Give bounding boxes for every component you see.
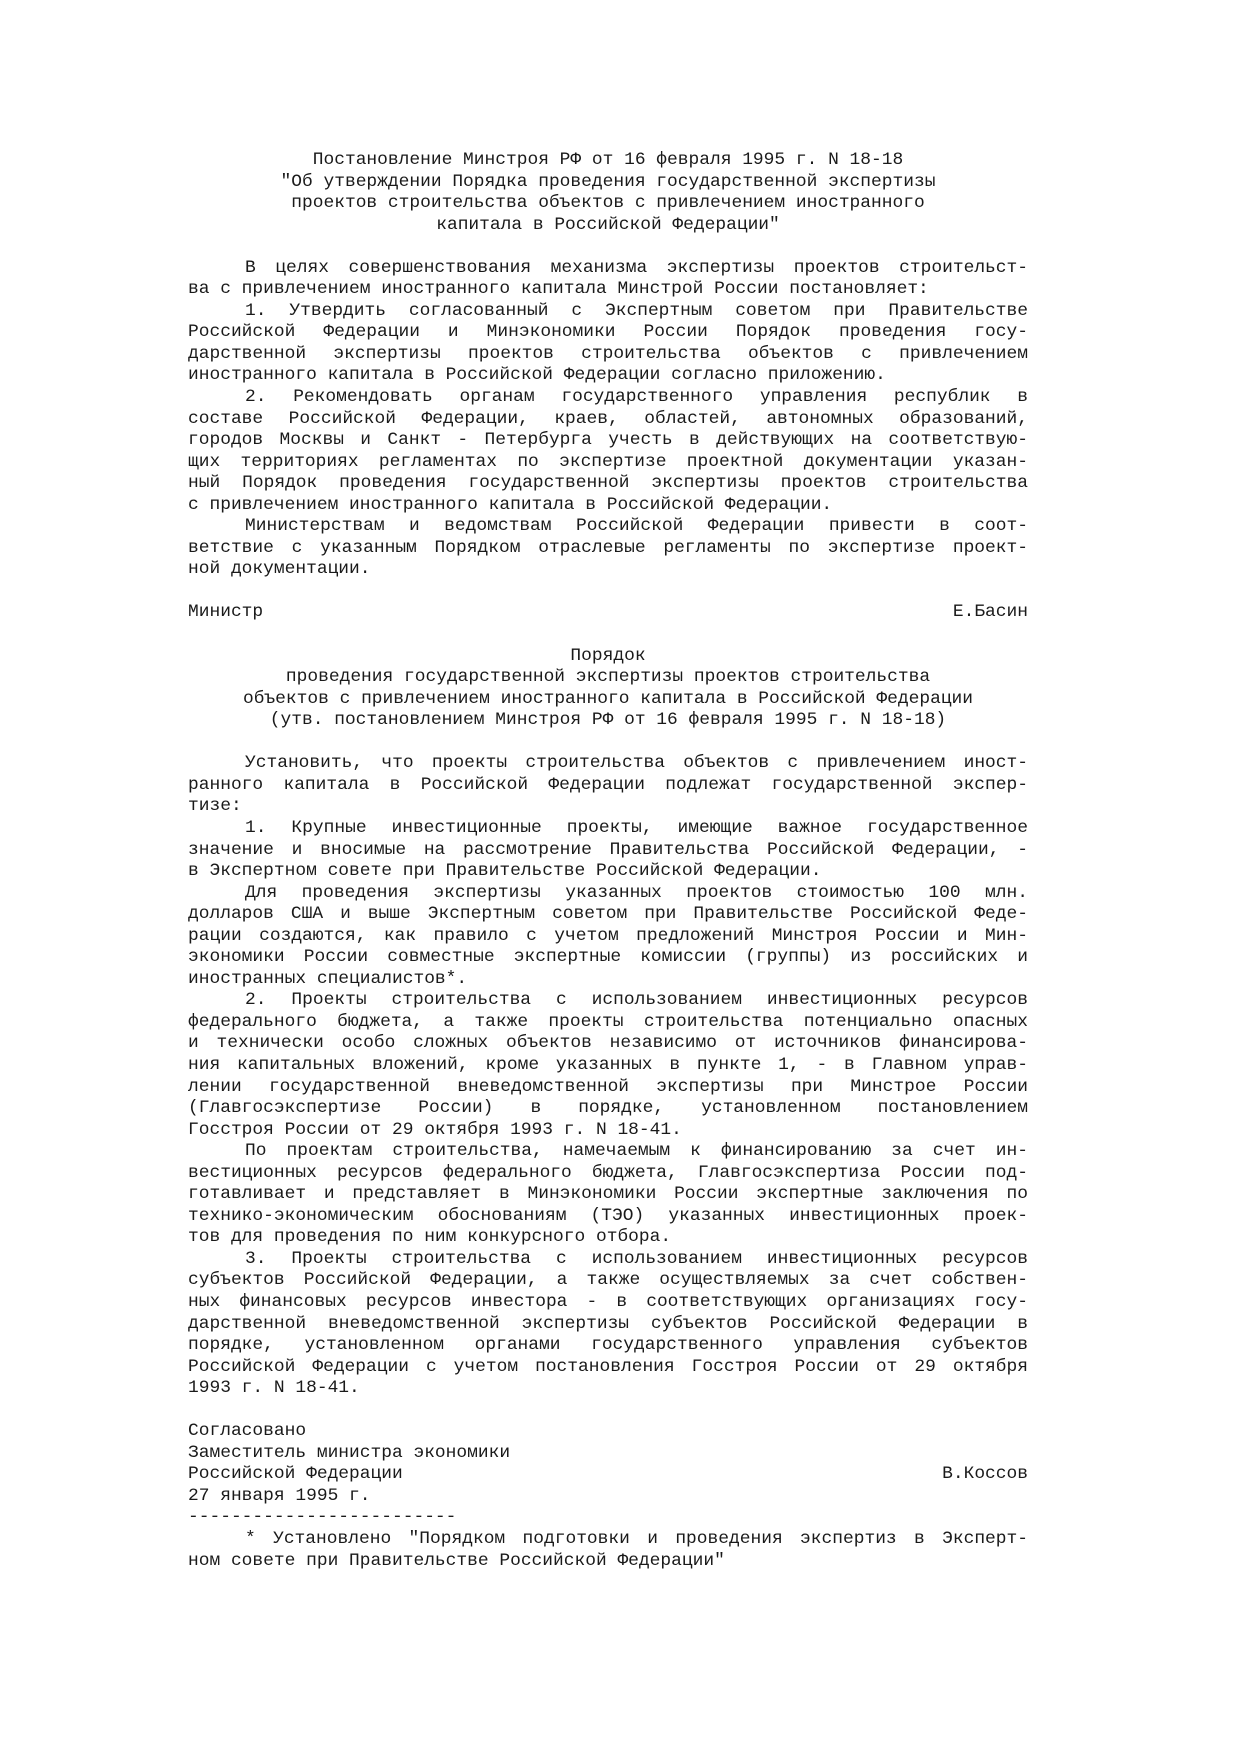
agreed-date: 27 января 1995 г. (188, 1485, 371, 1506)
text-line: 1. Утвердить согласованный с Экспертным советом при Правительстве (245, 300, 1028, 321)
text-line: значение и вносимые на рассмотрение Правительства Российской Федерации, - (188, 839, 1028, 860)
text-line: 2. Проекты строительства с использованием инвестиционных ресурсов (245, 990, 1028, 1011)
agreed-position: Заместитель министра экономики (188, 1442, 511, 1463)
procedure-intro (188, 753, 1028, 818)
text-line: дарственной экспертизы проектов строительства объектов с привлечением (188, 343, 1028, 364)
text-line: ветствие с указанным Порядком отраслевые регламенты по экспертизе проект- (188, 537, 1028, 558)
text-line: 2. Рекомендовать органам государственного управления республик в (245, 387, 1028, 408)
text-line: технико-экономическим обоснованиям (ТЭО) указанных инвестиционных проек- (188, 1205, 1028, 1226)
decree-ministries (188, 516, 1028, 581)
title-line: проектов строительства объектов с привлечением иностранного (291, 193, 925, 214)
text-line: иностранного капитала в Российской Федерации согласно приложению. (188, 365, 886, 386)
text-line: ной документации. (188, 559, 371, 580)
text-line: тизе: (188, 796, 242, 817)
text-line: экономики России совместные экспертные комиссии (группы) из российских и (188, 947, 1028, 968)
title-line: капитала в Российской Федерации" (436, 214, 780, 235)
agreed-label: Согласовано (188, 1421, 307, 1442)
procedure-item-2 (188, 990, 1028, 1141)
procedure-heading (188, 646, 1028, 732)
procedure-title: Порядок (570, 645, 646, 666)
procedure-item-3 (188, 1249, 1028, 1400)
text-line: с привлечением иностранного капитала в Российской Федерации. (188, 494, 833, 515)
text-line: рации создаются, как правило с учетом предложений Минстроя России и Мин- (188, 925, 1028, 946)
text-line: порядке, установленном органами государственного управления субъектов (188, 1335, 1028, 1356)
text-line: ранного капитала в Российской Федерации подлежат государственной экспер- (188, 774, 1028, 795)
agreed-name: В.Коссов (942, 1464, 1028, 1485)
text-line: ный Порядок проведения государственной экспертизы проектов строительства (188, 473, 1028, 494)
text-line: Российской Федерации и Минэкономики России Порядок проведения госу- (188, 322, 1028, 343)
text-line: ных финансовых ресурсов инвестора - в соответствующих организациях госу- (188, 1291, 1028, 1312)
minister-signature (188, 602, 1028, 624)
text-line: Министерствам и ведомствам Российской Федерации привести в соот- (245, 516, 1028, 537)
text-line: городов Москвы и Санкт - Петербурга учесть в действующих на соответствую- (188, 430, 1028, 451)
text-line: 3. Проекты строительства с использованием инвестиционных ресурсов (245, 1248, 1028, 1269)
decree-item-1 (188, 301, 1028, 387)
text-line: федерального бюджета, а также проекты строительства потенциально опасных (188, 1011, 1028, 1032)
agreed-position-line2: Российской Федерации (188, 1464, 403, 1485)
footnote (188, 1529, 1028, 1572)
text-line: Установить, что проекты строительства объектов с привлечением иност- (245, 753, 1028, 774)
text-line: долларов США и выше Экспертным советом при Правительстве Российской Феде- (188, 904, 1028, 925)
text-line: По проектам строительства, намечаемым к финансированию за счет ин- (245, 1141, 1028, 1162)
text-line: В целях совершенствования механизма экспертизы проектов строительст- (245, 257, 1028, 278)
agreed-block (188, 1421, 1028, 1507)
signature-name: Е.Басин (952, 602, 1028, 623)
document-page (188, 150, 1028, 1572)
footnote-line: * Установлено "Порядком подготовки и проведения экспертиз в Эксперт- (245, 1529, 1028, 1549)
text-line: тов для проведения по ним конкурсного отбора. (188, 1227, 672, 1248)
text-line: (Главгосэкспертизе России) в порядке, установленном постановлением (188, 1098, 1028, 1119)
text-line: составе Российской Федерации, краев, областей, автономных образований, (188, 408, 1028, 429)
procedure-subtitle-line: проведения государственной экспертизы проектов строительства (285, 667, 931, 688)
text-line: вестиционных ресурсов федерального бюджета, Главгосэкспертиза России под- (188, 1162, 1028, 1183)
procedure-item-1-note (188, 883, 1028, 991)
text-line: щих территориях регламентах по экспертизе проектной документации указан- (188, 451, 1028, 472)
text-line: Госстроя России от 29 октября 1993 г. N 18-41. (188, 1119, 682, 1140)
footnote-separator: ------------------------- (188, 1507, 457, 1528)
text-line: Для проведения экспертизы указанных проектов стоимостью 100 млн. (245, 882, 1028, 903)
title-line: Постановление Минстроя РФ от 16 февраля 1995 г. N 18-18 (312, 150, 904, 170)
text-line: лении государственной вневедомственной экспертизы при Минстрое России (188, 1076, 1028, 1097)
decree-item-2 (188, 387, 1028, 516)
signature-position: Министр (188, 602, 264, 623)
procedure-subtitle-line: объектов с привлечением иностранного капитала в Российской Федерации (242, 688, 974, 709)
decree-title (188, 150, 1028, 236)
text-line: Российской Федерации с учетом постановления Госстроя России от 29 октября (188, 1356, 1028, 1377)
text-line: субъектов Российской Федерации, а также осуществляемых за счет собствен- (188, 1270, 1028, 1291)
text-line: иностранных специалистов*. (188, 968, 468, 989)
agreed-signature (188, 1464, 1028, 1486)
text-line: дарственной вневедомственной экспертизы субъектов Российской Федерации в (188, 1313, 1028, 1334)
text-line: ва с привлечением иностранного капитала Минстрой России постановляет: (188, 279, 929, 300)
text-line: 1. Крупные инвестиционные проекты, имеющие важное государственное (245, 817, 1028, 838)
title-line: "Об утверждении Порядка проведения государственной экспертизы (280, 171, 936, 192)
text-line: 1993 г. N 18-41. (188, 1378, 360, 1399)
footnote-line: ном совете при Правительстве Российской Федерации" (188, 1550, 725, 1571)
procedure-item-2-note (188, 1141, 1028, 1249)
decree-preamble (188, 258, 1028, 301)
procedure-item-1 (188, 818, 1028, 883)
procedure-subtitle-line: (утв. постановлением Минстроя РФ от 16 февраля 1995 г. N 18-18) (269, 710, 947, 731)
text-line: в Экспертном совете при Правительстве Российской Федерации. (188, 861, 822, 882)
text-line: и технически особо сложных объектов независимо от источников финансирова- (188, 1033, 1028, 1054)
text-line: готавливает и представляет в Минэкономики России экспертные заключения по (188, 1184, 1028, 1205)
text-line: ния капитальных вложений, кроме указанных в пункте 1, - в Главном управ- (188, 1054, 1028, 1075)
